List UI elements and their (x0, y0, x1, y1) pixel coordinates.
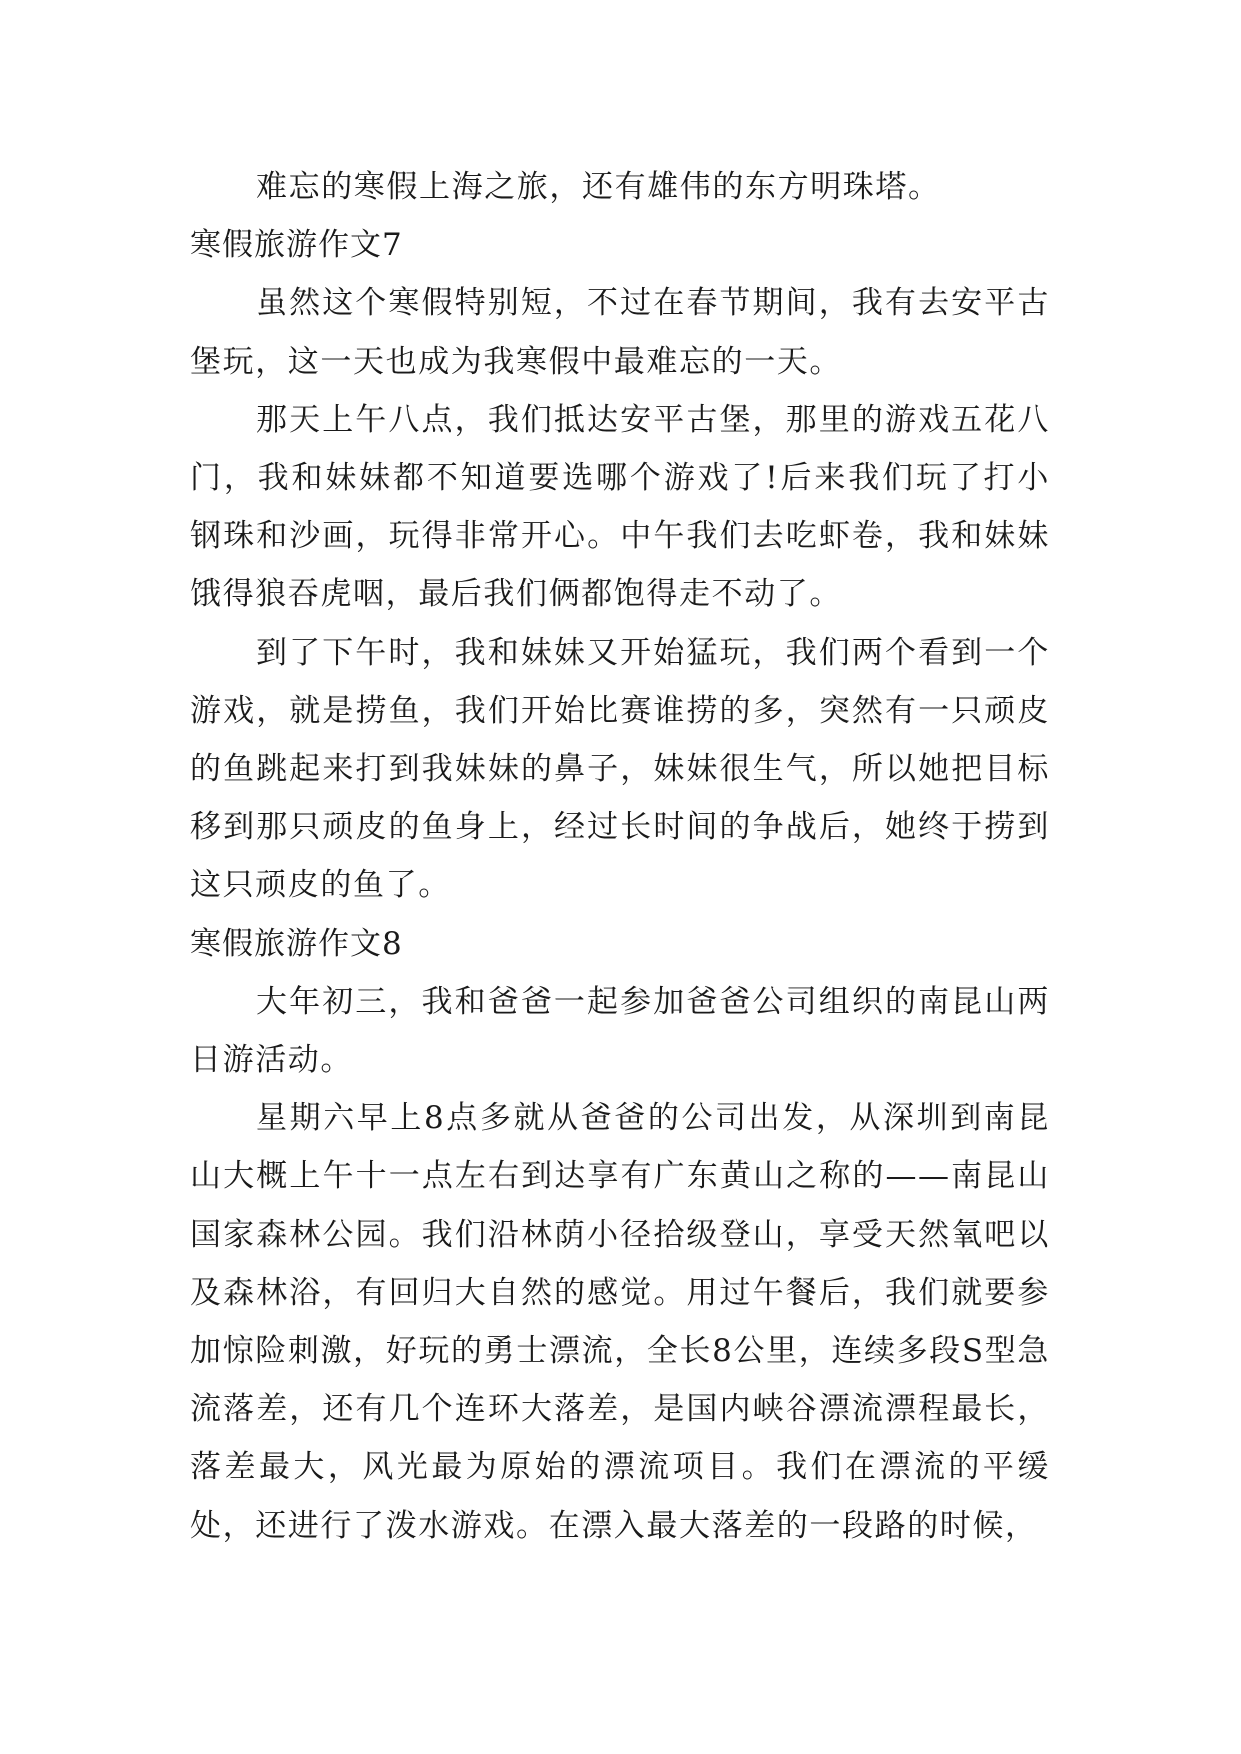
essay-heading-8: 寒假旅游作文8 (190, 925, 403, 962)
essay-heading-7: 寒假旅游作文7 (190, 227, 403, 264)
paragraph-essay7-afternoon: 到了下午时，我和妹妹又开始猛玩，我们两个看到一个游戏，就是捞鱼，我们开始比赛谁捞的多，突然有一只顽皮的鱼跳起来打到我妹妹的鼻子，妹妹很生气，所以她把目标移到那只顽皮的鱼身上，经过长时间的争战后，她终于捞到这只顽皮的鱼了。 (190, 634, 1050, 904)
document-body (190, 158, 1050, 1555)
paragraph-essay8-trip: 星期六早上8点多就从爸爸的公司出发，从深圳到南昆山大概上午十一点左右到达享有广东黄山之称的——南昆山国家森林公园。我们沿林荫小径拾级登山，享受天然氧吧以及森林浴，有回归大自然的感觉。用过午餐后，我们就要参加惊险刺激，好玩的勇士漂流，全长8公里，连续多段S型急流落差，还有几个连环大落差，是国内峡谷漂流漂程最长，落差最大，风光最为原始的漂流项目。我们在漂流的平缓处，还进行了泼水游戏。在漂入最大落差的一段路的时候， (190, 1100, 1050, 1544)
paragraph-essay7-intro: 虽然这个寒假特别短，不过在春节期间，我有去安平古堡玩，这一天也成为我寒假中最难忘的一天。 (190, 285, 1050, 380)
paragraph-essay7-morning: 那天上午八点，我们抵达安平古堡，那里的游戏五花八门，我和妹妹都不知道要选哪个游戏了!后来我们玩了打小钢珠和沙画，玩得非常开心。中午我们去吃虾卷，我和妹妹饿得狼吞虎咽，最后我们俩都饱得走不动了。 (190, 401, 1050, 613)
paragraph-essay8-intro: 大年初三，我和爸爸一起参加爸爸公司组织的南昆山两日游活动。 (190, 983, 1050, 1079)
paragraph-shanghai-ending: 难忘的寒假上海之旅，还有雄伟的东方明珠塔。 (256, 169, 941, 205)
